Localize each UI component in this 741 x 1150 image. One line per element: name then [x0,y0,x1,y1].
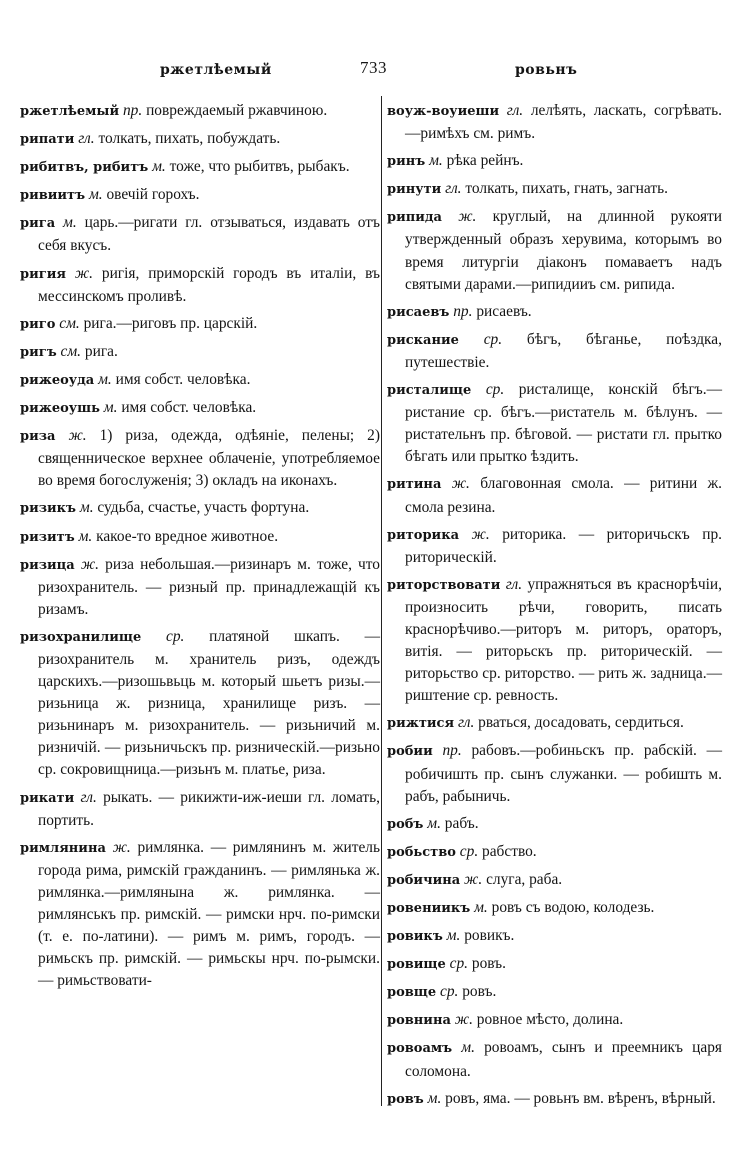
entry-definition: толкать, пихать, побуждать. [98,130,281,148]
entry-grammar-abbrev: ж. [464,870,483,888]
entry-definition: ровъ съ водою, колодезь. [491,899,655,916]
dictionary-entry [387,712,722,735]
entry-grammar-abbrev: ср. [449,955,469,973]
dictionary-entry [20,156,380,179]
entry-grammar-abbrev: ж. [80,555,99,573]
entry-definition: рисаевъ. [476,302,532,320]
entry-headword: рипати [20,132,75,148]
left-column [20,100,380,997]
entry-definition: упражняться въ краснорѣчіи, произносить рѣчи, говорить, писать краснорѣчиво.—риторъ м. риторъ, ораторъ, витія. — риторьскъ пр. риторическій. — риторьство ср. риторство. — рить ж. задница.—риштение ср. ревность. [405,575,722,705]
dictionary-entry [387,473,722,518]
dictionary-entry [387,329,722,374]
entry-grammar-abbrev: м. [474,899,488,916]
dictionary-entry [20,787,380,832]
entry-grammar-abbrev: м. [88,186,103,204]
dictionary-entry [20,626,380,782]
entry-headword: ризохранилище [20,629,142,645]
entry-definition: рига.—риговъ пр. царскій. [83,314,258,332]
dictionary-entry [20,397,380,420]
entry-headword: ровениикъ [387,901,471,916]
entry-definition: риторика. — риторичьскъ пр. риторическій. [405,525,723,566]
entry-grammar-abbrev: ж. [68,427,87,445]
dictionary-entry [20,526,380,549]
entry-grammar-abbrev: м. [427,814,441,832]
dictionary-entry [20,212,380,257]
entry-headword: рискание [387,332,459,348]
entry-headword: ризица [20,557,75,573]
entry-definition: толкать, пихать, гнать, загнать. [465,180,668,198]
entry-definition: ригія, приморскій городъ въ италіи, въ мессинскомъ проливѣ. [38,264,380,305]
entry-grammar-abbrev: см. [59,314,80,332]
entry-grammar-abbrev: ж. [112,838,131,856]
entry-definition: слуга, раба. [486,870,563,888]
entry-grammar-abbrev: ср. [459,842,479,860]
page-number: 733 [360,58,387,77]
dictionary-entry [387,869,722,892]
entry-headword: рисаевъ [387,304,450,320]
entry-headword: ровще [387,985,437,1001]
entry-headword: робичина [387,872,461,888]
entry-definition: рабство. [482,842,537,860]
dictionary-entry [387,897,722,920]
entry-definition: рѣка рейнъ. [446,152,524,170]
entry-headword: ризикъ [20,501,77,517]
dictionary-entry [387,1009,722,1032]
entry-headword: рига [20,216,56,232]
entry-headword: ригъ [20,344,57,360]
entry-headword: риго [20,316,56,332]
entry-definition: ровъ, яма. — ровьнъ вм. вѣренъ, вѣрный. [445,1089,716,1107]
dictionary-entry [387,1088,722,1111]
entry-definition: риза небольшая.—ризинаръ м. тоже, что ризохранитель. — ризный пр. принадлежащій къ ризамъ. [38,555,380,618]
entry-grammar-abbrev: ж. [471,525,490,543]
entry-definition: повреждаемый ржавчиною. [146,102,328,119]
entry-grammar-abbrev: ж. [74,264,93,282]
entry-headword: робъ [387,816,424,832]
entry-grammar-abbrev: м. [103,399,118,417]
entry-headword: ринъ [387,154,426,170]
entry-headword: ровикъ [387,929,443,945]
entry-headword: ривиитъ [20,188,86,204]
entry-grammar-abbrev: ж. [451,475,470,493]
entry-definition: царь.—ригати гл. отзываться, издавать отъ себя вкусъ. [38,214,380,255]
entry-definition: бѣгъ, бѣганье, поѣздка, путешествіе. [405,330,722,371]
entry-definition: рига. [84,342,118,360]
entry-headword: рижтися [387,716,455,732]
dictionary-entry [20,369,380,392]
column-divider [381,96,382,1106]
dictionary-entry [20,341,380,364]
entry-headword: воуж-воуиеши [387,104,500,119]
entry-headword: рижеоуда [20,372,95,388]
entry-definition: рваться, досадовать, сердиться. [478,714,684,732]
entry-grammar-abbrev: гл. [80,788,97,806]
entry-definition: римлянка. — римлянинъ м. житель города рима, римскій гражданинъ. — римлянька ж. римлянка.—римлянына ж. римлянка. — римлянськъ пр. римскій. — римски нрч. по-римски (т. е. по-латини). — римъ м. римъ, городъ. — римьскъ пр. римскій. — римьскы нрч. по-рымски. — римьствовати- [38,838,380,990]
entry-grammar-abbrev: гл. [445,180,462,198]
right-column [387,100,722,1116]
entry-grammar-abbrev: м. [79,499,94,517]
entry-definition: рыкать. — рикижти-иж-иеши гл. ломать, портить. [38,788,380,829]
entry-grammar-abbrev: ср. [483,330,503,348]
entry-grammar-abbrev: м. [461,1039,475,1057]
entry-definition: 1) риза, одежда, одѣяніе, пелены; 2) священническое верхнее облаченіе, употребляемое во время богослуженія; 3) окладъ на иконахъ. [38,427,380,490]
entry-definition: ровикъ. [464,927,515,945]
entry-grammar-abbrev: см. [60,342,82,360]
entry-grammar-abbrev: ср. [166,627,185,645]
dictionary-entry [20,184,380,207]
dictionary-entry [20,263,380,308]
dictionary-entry [20,425,380,492]
entry-grammar-abbrev: м. [63,214,77,232]
entry-headword: робии [387,744,433,760]
entry-definition: платяной шкапъ. —ризохранитель м. хранитель ризъ, одеждъ царскихъ.—ризошьвьць м. который шьетъ ризы.—ризьница ж. ризница, хранилище ризъ. — ризьнинаръ м. ризохранитель. — ризьничий м. ризничій. — ризьничьскъ пр. ризническій.—ризьно ср. сокровищница.—ризьнъ м. платье, риза. [38,627,380,779]
dictionary-entry [387,1037,722,1082]
running-head-left: ржетлѣемый [160,62,272,78]
entry-headword: ристалище [387,383,472,399]
dictionary-entry [387,981,722,1004]
entry-definition: рабовъ.—робиньскъ пр. рабскій. — робичишть пр. сынъ служанки. — робишть м. рабъ, рабыничь. [405,742,722,805]
entry-headword: риторика [387,527,460,543]
entry-grammar-abbrev: пр. [122,102,143,119]
entry-headword: ровище [387,957,446,973]
entry-headword: риторствовати [387,577,501,593]
dictionary-entry [387,925,722,948]
dictionary-entry [20,313,380,336]
entry-grammar-abbrev: гл. [505,575,523,593]
dictionary-entry [387,100,722,145]
dictionary-entry [20,100,380,123]
entry-definition: какое-то вредное животное. [96,527,279,545]
entry-definition: ровъ. [462,983,497,1001]
entry-definition: ровное мѣсто, долина. [476,1011,624,1029]
entry-grammar-abbrev: ж. [458,208,477,226]
entry-headword: римлянина [20,840,106,856]
entry-grammar-abbrev: гл. [457,714,475,732]
entry-headword: ровъ [387,1091,424,1107]
dictionary-entry [387,524,722,569]
entry-definition: ровоамъ, сынъ и преемникъ царя соломона. [405,1039,722,1080]
dictionary-entry [387,301,722,324]
entry-headword: ржетлѣемый [20,104,120,119]
entry-definition: ровъ. [471,955,506,973]
entry-definition: имя собст. человѣка. [121,399,257,417]
running-head-right: ровьнъ [515,62,578,78]
dictionary-entry [387,178,722,201]
entry-grammar-abbrev: м. [429,152,443,170]
entry-headword: робьство [387,844,456,860]
entry-grammar-abbrev: м. [78,527,93,545]
entry-grammar-abbrev: пр. [453,302,473,320]
entry-grammar-abbrev: ж. [454,1011,473,1029]
entry-headword: ригия [20,266,66,282]
entry-grammar-abbrev: пр. [442,742,462,760]
entry-headword: рибитвъ, рибитъ [20,160,149,176]
entry-grammar-abbrev: гл. [78,130,95,148]
entry-definition: тоже, что рыбитвъ, рыбакъ. [169,158,350,176]
dictionary-entry [387,953,722,976]
entry-grammar-abbrev: м. [446,927,461,945]
entry-grammar-abbrev: ср. [485,381,505,399]
entry-headword: ризитъ [20,529,75,545]
entry-grammar-abbrev: гл. [506,102,524,119]
entry-definition: ристалище, конскій бѣгъ.—ристание ср. бѣгъ.—ристатель м. бѣлунъ. — ристательнъ пр. бѣговой. — ристати гл. прытко бѣгать или прытко ѣздить. [405,381,722,466]
entry-headword: риза [20,429,56,445]
entry-definition: лелѣять, ласкать, согрѣвать.—римѣхъ см. римъ. [405,102,722,143]
entry-headword: рипида [387,210,442,226]
entry-definition: судьба, счастье, участь фортуна. [97,499,310,517]
entry-definition: рабъ. [444,814,479,832]
dictionary-entry [387,150,722,173]
entry-definition: имя собст. человѣка. [115,370,251,388]
dictionary-entry [20,497,380,520]
entry-headword: рижеоушь [20,401,100,417]
dictionary-entry [20,554,380,621]
entry-grammar-abbrev: м. [427,1089,442,1107]
dictionary-entry [387,740,722,807]
entry-headword: рикати [20,790,75,806]
dictionary-entry [387,206,722,295]
dictionary-entry [387,379,722,468]
entry-grammar-abbrev: ср. [440,983,459,1001]
dictionary-entry [387,813,722,836]
entry-definition: овечій горохъ. [106,186,200,204]
entry-headword: ровнина [387,1013,451,1029]
entry-headword: ринути [387,182,442,198]
entry-grammar-abbrev: м. [98,370,112,388]
entry-grammar-abbrev: м. [152,158,166,176]
entry-headword: ровоамъ [387,1041,453,1057]
dictionary-entry [20,128,380,151]
entry-definition: круглый, на длинной рукояти утвержденный образъ херувима, которымъ во время литургіи діаконъ помаваетъ надъ святыми дарами.—рипидииъ см. рипида. [405,208,722,293]
dictionary-entry [387,841,722,864]
dictionary-entry [20,837,380,993]
entry-definition: благовонная смола. — ритини ж. смола резина. [405,475,722,516]
dictionary-entry [387,574,722,708]
entry-headword: ритина [387,477,442,493]
